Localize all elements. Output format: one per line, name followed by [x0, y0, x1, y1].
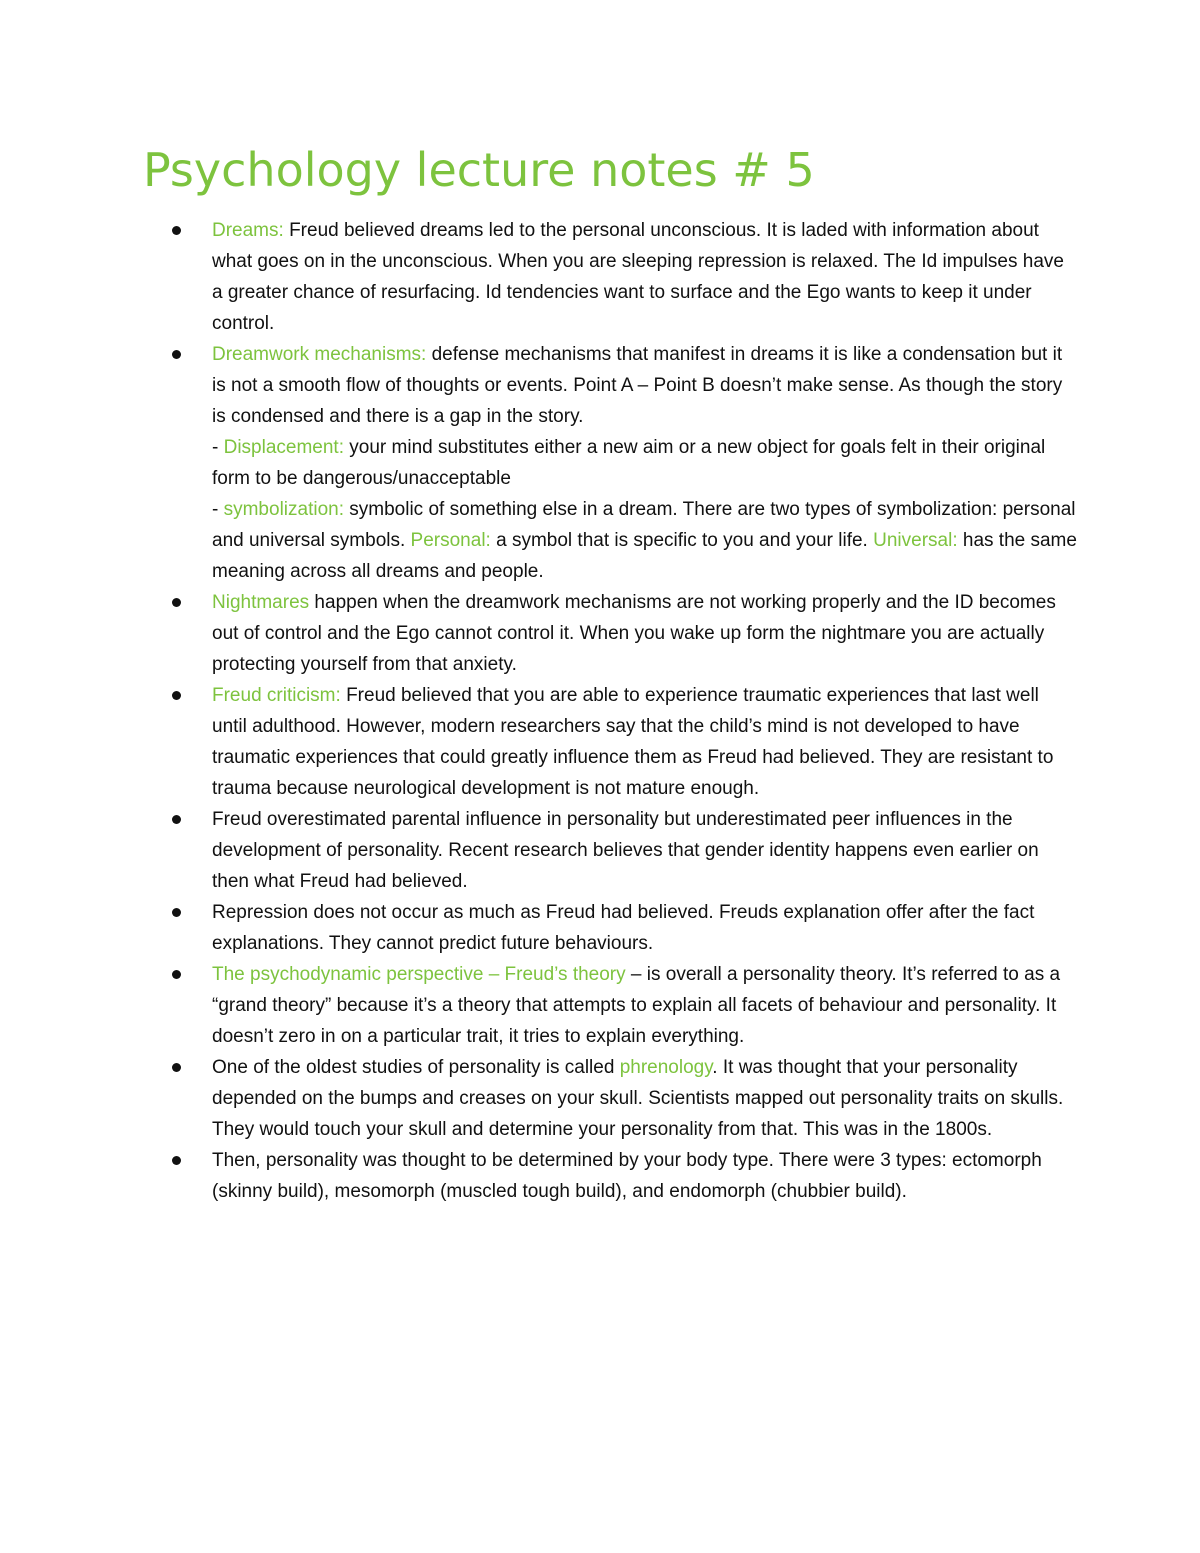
- item-text: defense mechanisms that manifest in dreams it is like a condensation but it is not a smooth flow of thoughts or events. Point A – Point B doesn’t make sense. As though the story is condensed and there is a gap in the story.: [212, 344, 1063, 427]
- list-item-nightmares: [172, 587, 1077, 680]
- bullet-icon: [172, 1156, 181, 1165]
- list-item-dreamwork: [172, 339, 1077, 587]
- item-text: Then, personality was thought to be determined by your body type. There were 3 types: ectomorph (skinny build), mesomorph (muscled tough build), and endomorph (chubbier build).: [212, 1150, 1042, 1202]
- list-item-psychodynamic: [172, 959, 1077, 1052]
- dash-prefix: -: [212, 437, 224, 458]
- list-item-freud-criticism: [172, 680, 1077, 804]
- term-dreams: Dreams:: [212, 220, 284, 241]
- term-symbolization: symbolization:: [223, 499, 344, 520]
- term-universal: Universal:: [873, 530, 958, 551]
- term-displacement: Displacement:: [223, 437, 344, 458]
- notes-list: [172, 215, 1077, 1207]
- bullet-icon: [172, 691, 181, 700]
- item-text: Freud overestimated parental influence in personality but underestimated peer influences in the development of personality. Recent research believes that gender identity happens even earlier on then what Freud had believed.: [212, 809, 1039, 892]
- item-text: – is overall a personality theory. It’s referred to as a “grand theory” because it’s a theory that attempts to explain all facets of behaviour and personality. It doesn’t zero in on a particular trait, it tries to explain everything.: [212, 964, 1061, 1047]
- symbolization-text: symbolic of something else in a dream. There are two types of symbolization: personal and universal symbols.: [212, 499, 1076, 551]
- item-text: happen when the dreamwork mechanisms are not working properly and the ID becomes out of control and the Ego cannot control it. When you wake up form the nightmare you are actually protecting yourself from that anxiety.: [212, 592, 1056, 675]
- term-dreamwork-mechanisms: Dreamwork mechanisms:: [212, 344, 427, 365]
- bullet-icon: [172, 226, 181, 235]
- list-item-parental-influence: [172, 804, 1077, 897]
- bullet-icon: [172, 970, 181, 979]
- item-text-before: One of the oldest studies of personality is called: [212, 1057, 620, 1078]
- bullet-icon: [172, 815, 181, 824]
- list-item-body-type: [172, 1145, 1077, 1207]
- term-phrenology: phrenology: [619, 1057, 713, 1078]
- bullet-icon: [172, 598, 181, 607]
- term-freud-criticism: Freud criticism:: [212, 685, 341, 706]
- dash-prefix: -: [212, 499, 224, 520]
- page-title: Psychology lecture notes # 5: [143, 143, 815, 197]
- item-text: Freud believed dreams led to the personal unconscious. It is laded with information about what goes on in the unconscious. When you are sleeping repression is relaxed. The Id impulses have a greater chance of resurfacing. Id tendencies want to surface and the Ego wants to keep it under control.: [212, 220, 1064, 334]
- item-text: Freud believed that you are able to experience traumatic experiences that last well until adulthood. However, modern researchers say that the child’s mind is not developed to have traumatic experiences that could greatly influence them as Freud had believed. They are resistant to trauma because neurological development is not mature enough.: [212, 685, 1054, 799]
- term-nightmares: Nightmares: [212, 592, 310, 613]
- bullet-icon: [172, 1063, 181, 1072]
- bullet-icon: [172, 908, 181, 917]
- list-item-phrenology: [172, 1052, 1077, 1145]
- list-item-dreams: [172, 215, 1077, 339]
- list-item-repression: [172, 897, 1077, 959]
- item-text: . It was thought that your personality depended on the bumps and creases on your skull. Scientists mapped out personality traits on skulls. They would touch your skull and determine your personality from that. This was in the 1800s.: [212, 1057, 1064, 1140]
- personal-text: a symbol that is specific to you and your life.: [490, 530, 874, 551]
- bullet-icon: [172, 350, 181, 359]
- universal-text: has the same meaning across all dreams and people.: [212, 530, 1077, 582]
- term-psychodynamic-perspective: The psychodynamic perspective – Freud’s theory: [212, 964, 626, 985]
- item-text: Repression does not occur as much as Freud had believed. Freuds explanation offer after the fact explanations. They cannot predict future behaviours.: [212, 902, 1035, 954]
- displacement-text: your mind substitutes either a new aim or a new object for goals felt in their original form to be dangerous/unacceptable: [212, 437, 1046, 489]
- term-personal: Personal:: [410, 530, 491, 551]
